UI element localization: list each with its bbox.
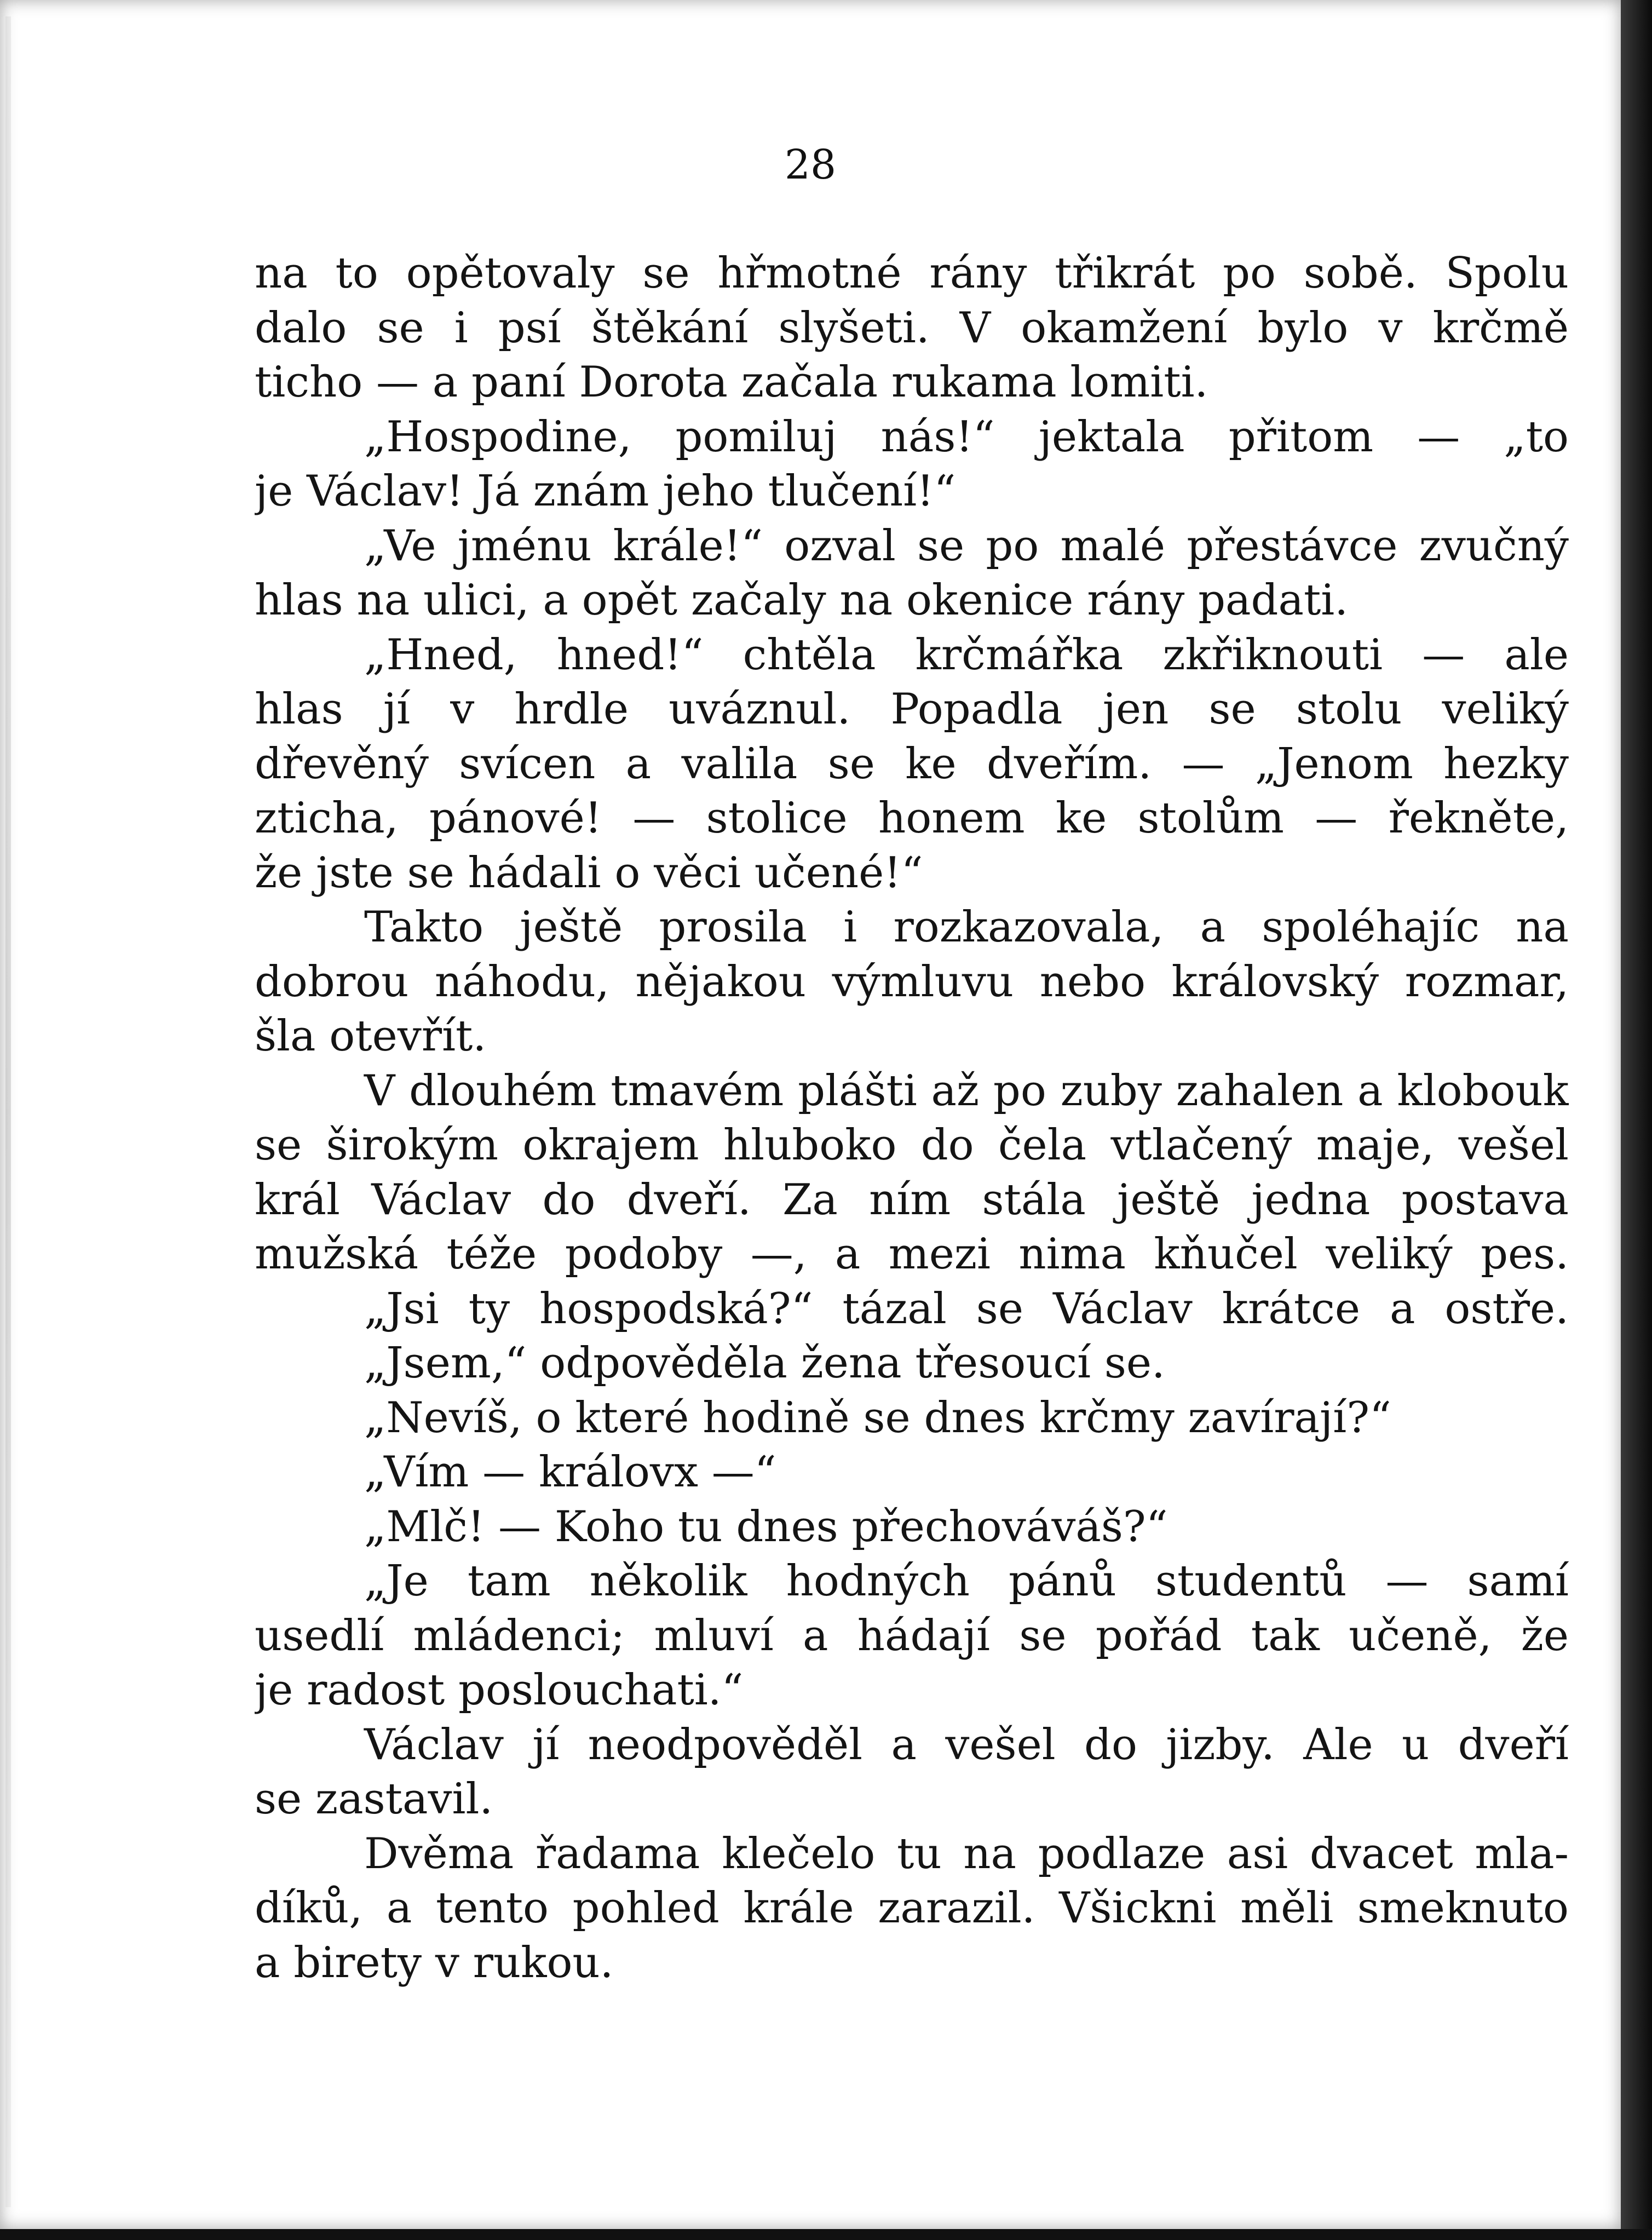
page-edge-shadow <box>5 16 11 2207</box>
text-line: mužská téže podoby —, a mezi nima kňučel veliký pes. <box>255 1230 1569 1279</box>
text-line: dalo se i psí štěkání slyšeti. V okamžení bylo v krčmě <box>255 303 1569 353</box>
text-line: zticha, pánové! — stolice honem ke stolům — řekněte, <box>255 794 1569 843</box>
text-line: „Jsem,“ odpověděla žena třesoucí se. <box>364 1339 1165 1388</box>
text-line: Václav jí neodpověděl a vešel do jizby. Ale u dveří <box>364 1720 1569 1770</box>
text-line: „Vím — královx —“ <box>364 1448 776 1497</box>
page-edge-right <box>1621 0 1652 2240</box>
text-line: ticho — a paní Dorota začala rukama lomiti. <box>255 358 1208 407</box>
text-line: „Mlč! — Koho tu dnes přechováváš?“ <box>364 1502 1168 1552</box>
page-edge-bottom <box>0 2229 1652 2240</box>
text-line: král Václav do dveří. Za ním stála ještě jedna postava <box>255 1175 1569 1225</box>
text-line: je Václav! Já znám jeho tlučení!“ <box>255 467 956 516</box>
text-line: na to opětovaly se hřmotné rány třikrát po sobě. Spolu <box>255 249 1569 298</box>
text-line: „Ve jménu krále!“ ozval se po malé přestávce zvučný <box>364 521 1569 571</box>
text-line: usedlí mládenci; mluví a hádají se pořád tak učeně, že <box>255 1611 1569 1661</box>
text-line: „Nevíš, o které hodině se dnes krčmy zavírají?“ <box>364 1393 1391 1443</box>
text-line: „Je tam několik hodných pánů studentů — samí <box>364 1556 1569 1606</box>
text-line: a birety v rukou. <box>255 1938 614 1988</box>
text-line: hlas jí v hrdle uváznul. Popadla jen se stolu veliký <box>255 685 1569 734</box>
text-line: „Hospodine, pomiluj nás!“ jektala přitom — „to <box>364 412 1569 462</box>
text-line: díků, a tento pohled krále zarazil. Všickni měli smeknuto <box>255 1883 1569 1933</box>
text-line: Dvěma řadama klečelo tu na podlaze asi dvacet mla- <box>364 1829 1569 1879</box>
text-line: je radost poslouchati.“ <box>255 1665 744 1715</box>
text-line: dřevěný svícen a valila se ke dveřím. — „Jenom hezky <box>255 739 1569 789</box>
text-line: že jste se hádali o věci učené!“ <box>255 848 923 898</box>
body-text <box>255 246 1569 1990</box>
text-line: „Jsi ty hospodská?“ tázal se Václav krátce a ostře. <box>364 1284 1569 1334</box>
text-line: dobrou náhodu, nějakou výmluvu nebo královský rozmar, <box>255 957 1569 1007</box>
text-line: se zastavil. <box>255 1774 493 1824</box>
text-line: se širokým okrajem hluboko do čela vtlačený maje, vešel <box>255 1121 1569 1170</box>
text-line: „Hned, hned!“ chtěla krčmářka zkřiknouti — ale <box>364 630 1569 680</box>
text-line: hlas na ulici, a opět začaly na okenice rány padati. <box>255 576 1349 625</box>
text-line: V dlouhém tmavém plášti až po zuby zahalen a klobouk <box>364 1066 1569 1116</box>
text-line: šla otevřít. <box>255 1012 487 1061</box>
text-line: Takto ještě prosila i rozkazovala, a spoléhajíc na <box>364 903 1569 952</box>
page-number: 28 <box>784 141 837 188</box>
